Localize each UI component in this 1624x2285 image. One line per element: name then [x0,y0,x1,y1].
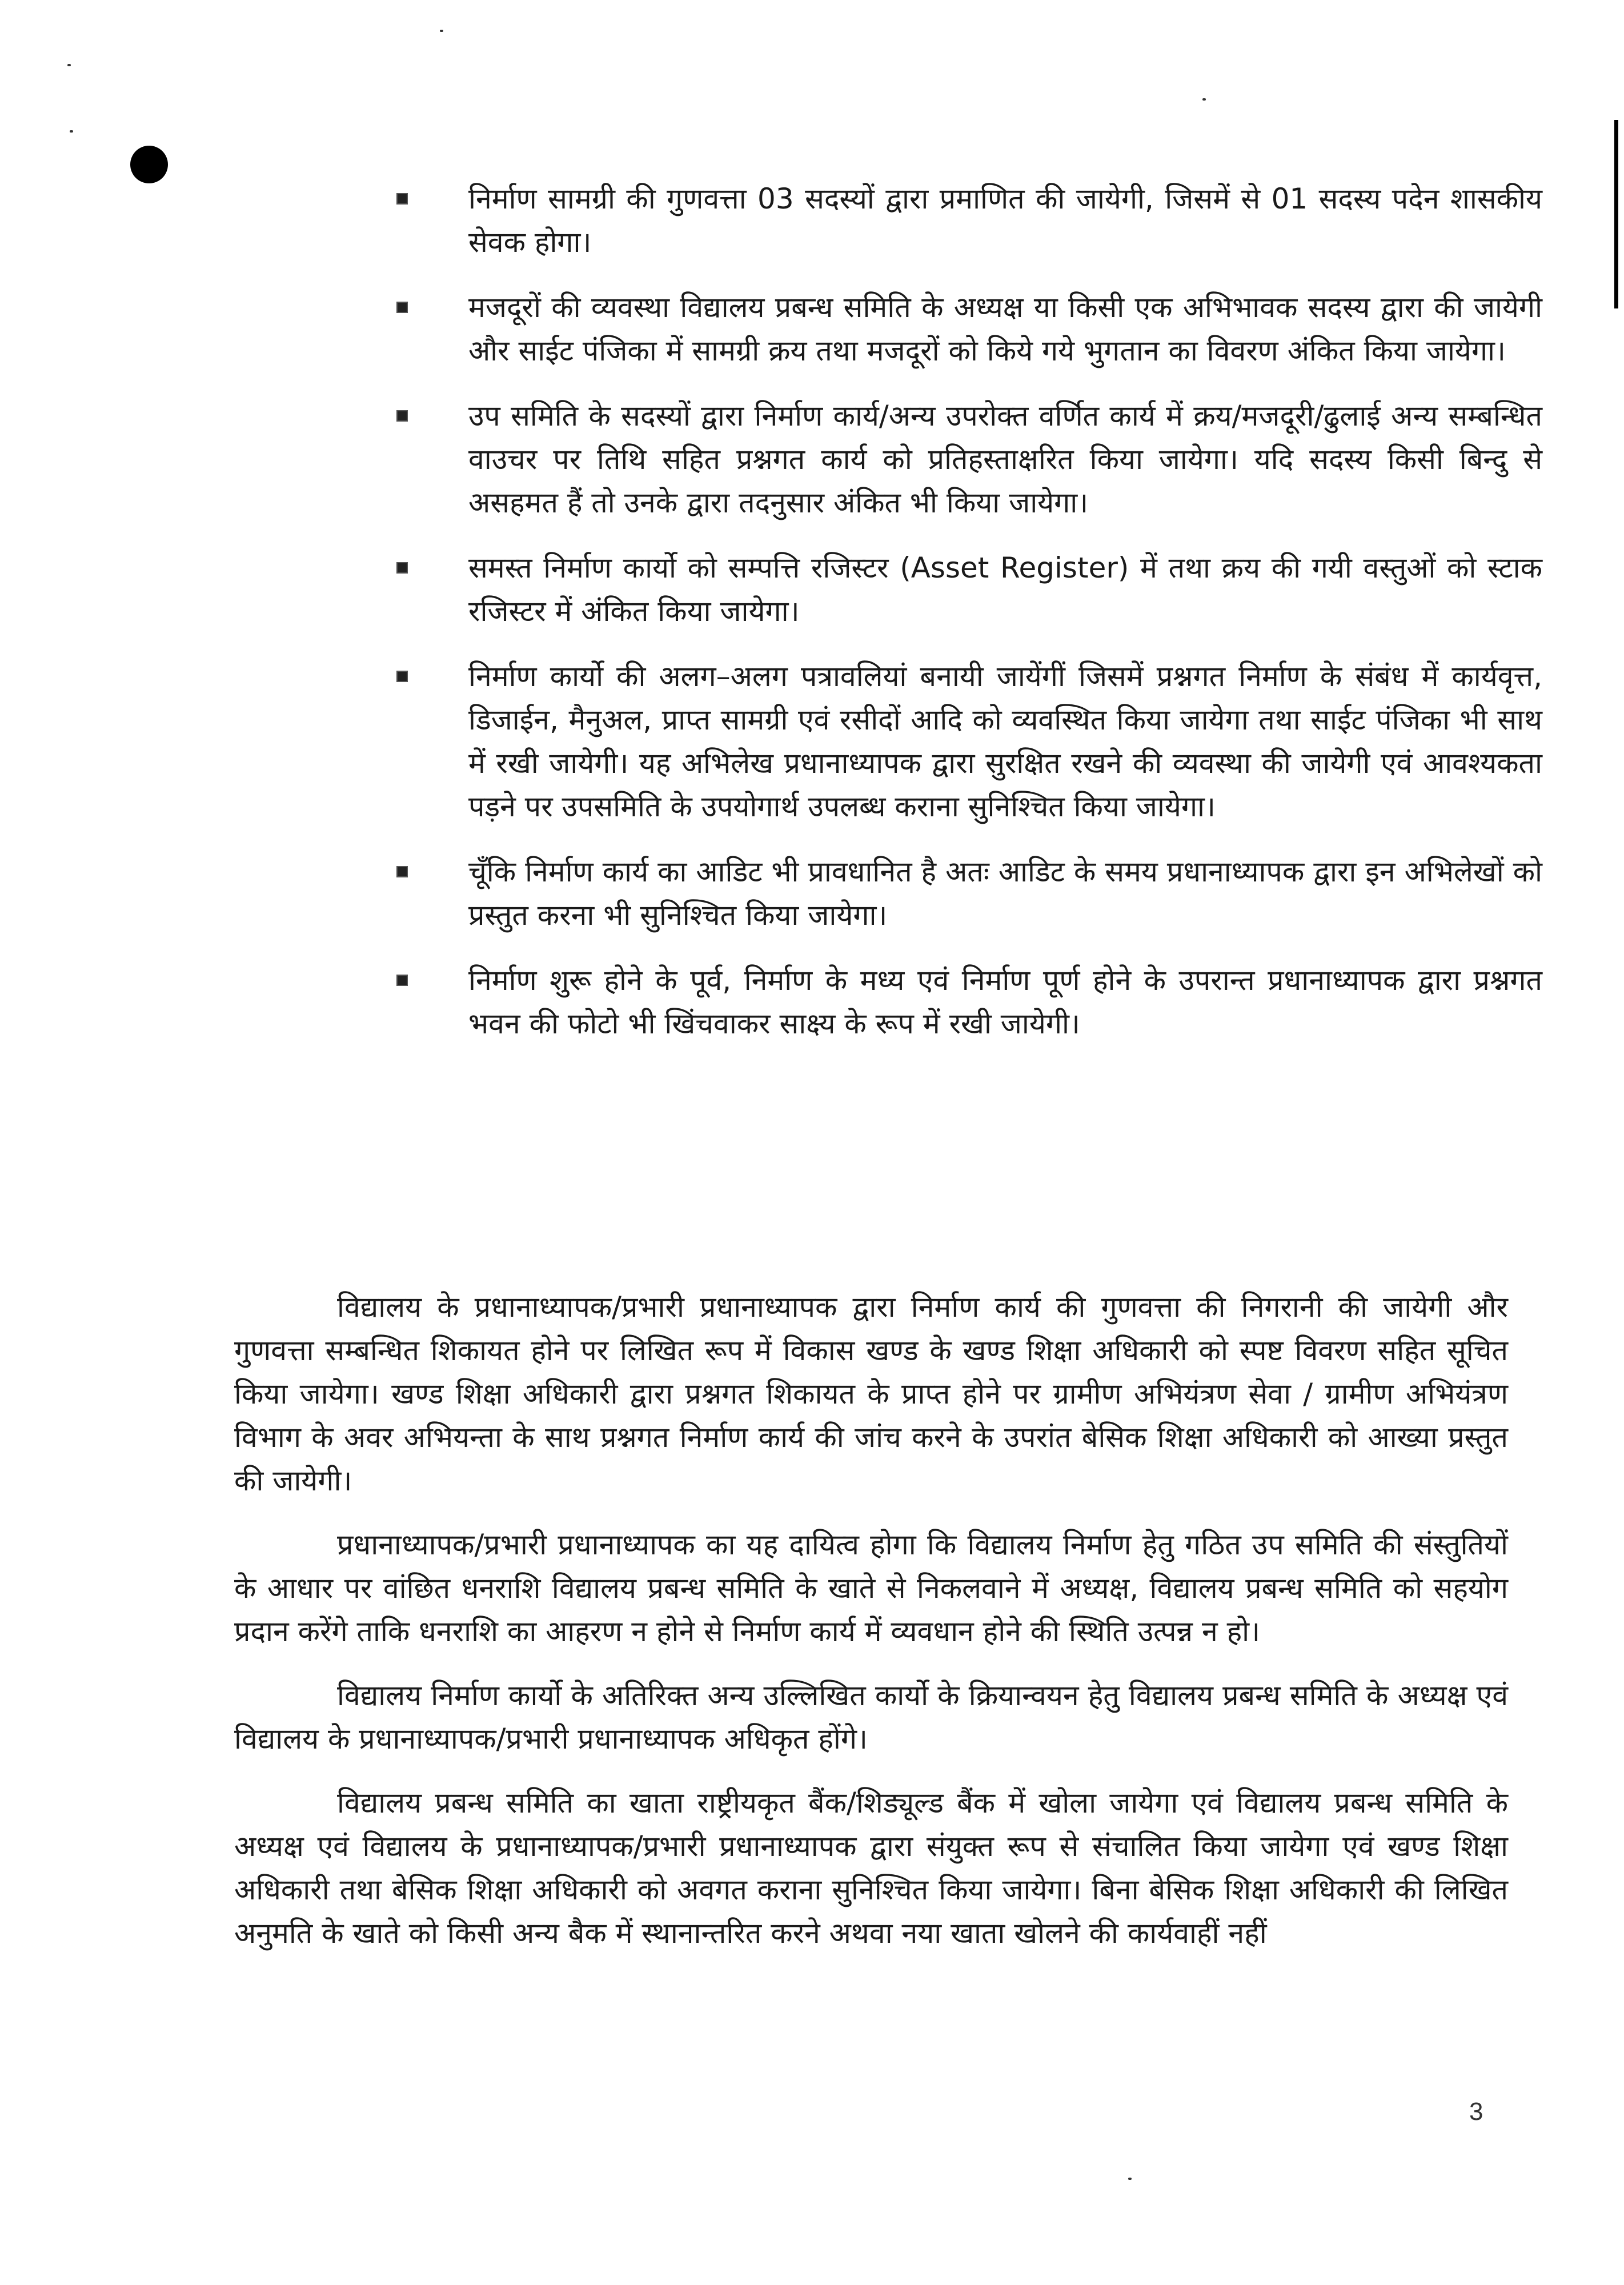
scan-speck [440,30,443,32]
bullet-item [377,850,1542,937]
scan-edge-mark [1614,120,1618,308]
paragraph: विद्यालय प्रबन्ध समिति का खाता राष्ट्रीयकृत बैंक/शिड्यूल्ड बैंक में खोला जायेगा एवं विद्यालय प्रबन्ध समिति के अध्यक्ष एवं विद्यालय के प्रधानाध्यापक/प्रभारी प्रधानाध्यापक द्वारा संयुक्त रूप से संचालित किया जायेगा एवं खण्ड शिक्षा अधिकारी तथा बेसिक शिक्षा अधिकारी को अवगत कराना सुनिश्चित किया जायेगा। बिना बेसिक शिक्षा अधिकारी की लिखित अनुमति के खाते को किसी अन्य बैक में स्थानान्तरित करने अथवा नया खाता खोलने की कार्यवाहीं नहीं [234,1786,1508,1950]
bullet-text: निर्माण कार्यो की अलग–अलग पत्रावलियां बनायी जायेंगीं जिसमें प्रश्नगत निर्माण के संबंध में कार्यवृत्त, डिजाईन, मैनुअल, प्राप्त सामग्री एवं रसीदों आदि को व्यवस्थित किया जायेगा तथा साईट पंजिका भी साथ में रखी जायेगी। यह अभिलेख प्रधानाध्यापक द्वारा सुरक्षित रखने की व्यवस्था की जायेगी एवं आवश्यकता पड़ने पर उपसमिति के उपयोगार्थ उपलब्ध कराना सुनिश्चित किया जायेगा। [468,660,1542,823]
bullet-item [377,546,1542,633]
bullet-text: निर्माण शुरू होने के पूर्व, निर्माण के मध्य एवं निर्माण पूर्ण होने के उपरान्त प्रधानाध्यापक द्वारा प्रश्नगत भवन की फोटो भी खिंचवाकर साक्ष्य के रूप में रखी जायेगी। [468,964,1542,1040]
scan-speck [1202,98,1206,101]
scan-speck [70,130,73,133]
scan-speck [1128,2178,1132,2180]
square-bullet-icon [396,562,408,574]
square-bullet-icon [396,866,408,877]
punch-hole-mark [130,146,168,183]
bullet-text: चूँकि निर्माण कार्य का आडिट भी प्रावधानित है अतः आडिट के समय प्रधानाध्यापक द्वारा इन अभिलेखों को प्रस्तुत करना भी सुनिश्चित किया जायेगा। [468,855,1542,932]
paragraph: प्रधानाध्यापक/प्रभारी प्रधानाध्यापक का यह दायित्व होगा कि विद्यालय निर्माण हेतु गठित उप समिति की संस्तुतियों के आधार पर वांछित धनराशि विद्यालय प्रबन्ध समिति के खाते से निकलवाने में अध्यक्ष, विद्यालय प्रबन्ध समिति को सहयोग प्रदान करेंगे ताकि धनराशि का आहरण न होने से निर्माण कार्य में व्यवधान होने की स्थिति उत्पन्न न हो। [234,1528,1508,1648]
bullet-text: समस्त निर्माण कार्यो को सम्पत्ति रजिस्टर (Asset Register) में तथा क्रय की गयी वस्तुओं को स्टाक रजिस्टर में अंकित किया जायेगा। [468,551,1542,628]
square-bullet-icon [396,410,408,422]
bullet-item [377,177,1542,264]
bullet-item [377,394,1542,524]
paragraph: विद्यालय के प्रधानाध्यापक/प्रभारी प्रधानाध्यापक द्वारा निर्माण कार्य की गुणवत्ता की निगरानी की जायेगी और गुणवत्ता सम्बन्धित शिकायत होने पर लिखित रूप में विकास खण्ड के खण्ड शिक्षा अधिकारी को स्पष्ट विवरण सहित सूचित किया जायेगा। खण्ड शिक्षा अधिकारी द्वारा प्रश्नगत शिकायत के प्राप्त होने पर ग्रामीण अभियंत्रण सेवा / ग्रामीण अभियंत्रण विभाग के अवर अभियन्ता के साथ प्रश्नगत निर्माण कार्य की जांच करने के उपरांत बेसिक शिक्षा अधिकारी को आख्या प्रस्तुत की जायेगी। [234,1290,1508,1497]
page-number: 3 [1469,2098,1483,2126]
bullet-item [377,286,1542,372]
body-paragraphs [234,1285,1508,1975]
bullet-text: निर्माण सामग्री की गुणवत्ता 03 सदस्यों द्वारा प्रमाणित की जायेगी, जिसमें से 01 सदस्य पदेन शासकीय सेवक होगा। [468,182,1542,259]
bullet-list [377,177,1542,1067]
bullet-item [377,655,1542,828]
square-bullet-icon [396,193,408,205]
square-bullet-icon [396,671,408,682]
bullet-text: उप समिति के सदस्यों द्वारा निर्माण कार्य/अन्य उपरोक्त वर्णित कार्य में क्रय/मजदूरी/ढुलाई अन्य सम्बन्धित वाउचर पर तिथि सहित प्रश्नगत कार्य को प्रतिहस्ताक्षरित किया जायेगा। यदि सदस्य किसी बिन्दु से असहमत हैं तो उनके द्वारा तदनुसार अंकित भी किया जायेगा। [468,399,1542,519]
square-bullet-icon [396,302,408,313]
bullet-item [377,959,1542,1045]
scan-speck [67,64,71,66]
bullet-text: मजदूरों की व्यवस्था विद्यालय प्रबन्ध समिति के अध्यक्ष या किसी एक अभिभावक सदस्य द्वारा की जायेगी और साईट पंजिका में सामग्री क्रय तथा मजदूरों को किये गये भुगतान का विवरण अंकित किया जायेगा। [468,291,1542,367]
square-bullet-icon [396,975,408,986]
paragraph: विद्यालय निर्माण कार्यो के अतिरिक्त अन्य उल्लिखित कार्यो के क्रियान्वयन हेतु विद्यालय प्रबन्ध समिति के अध्यक्ष एवं विद्यालय के प्रधानाध्यापक/प्रभारी प्रधानाध्यापक अधिकृत होंगे। [234,1679,1508,1755]
